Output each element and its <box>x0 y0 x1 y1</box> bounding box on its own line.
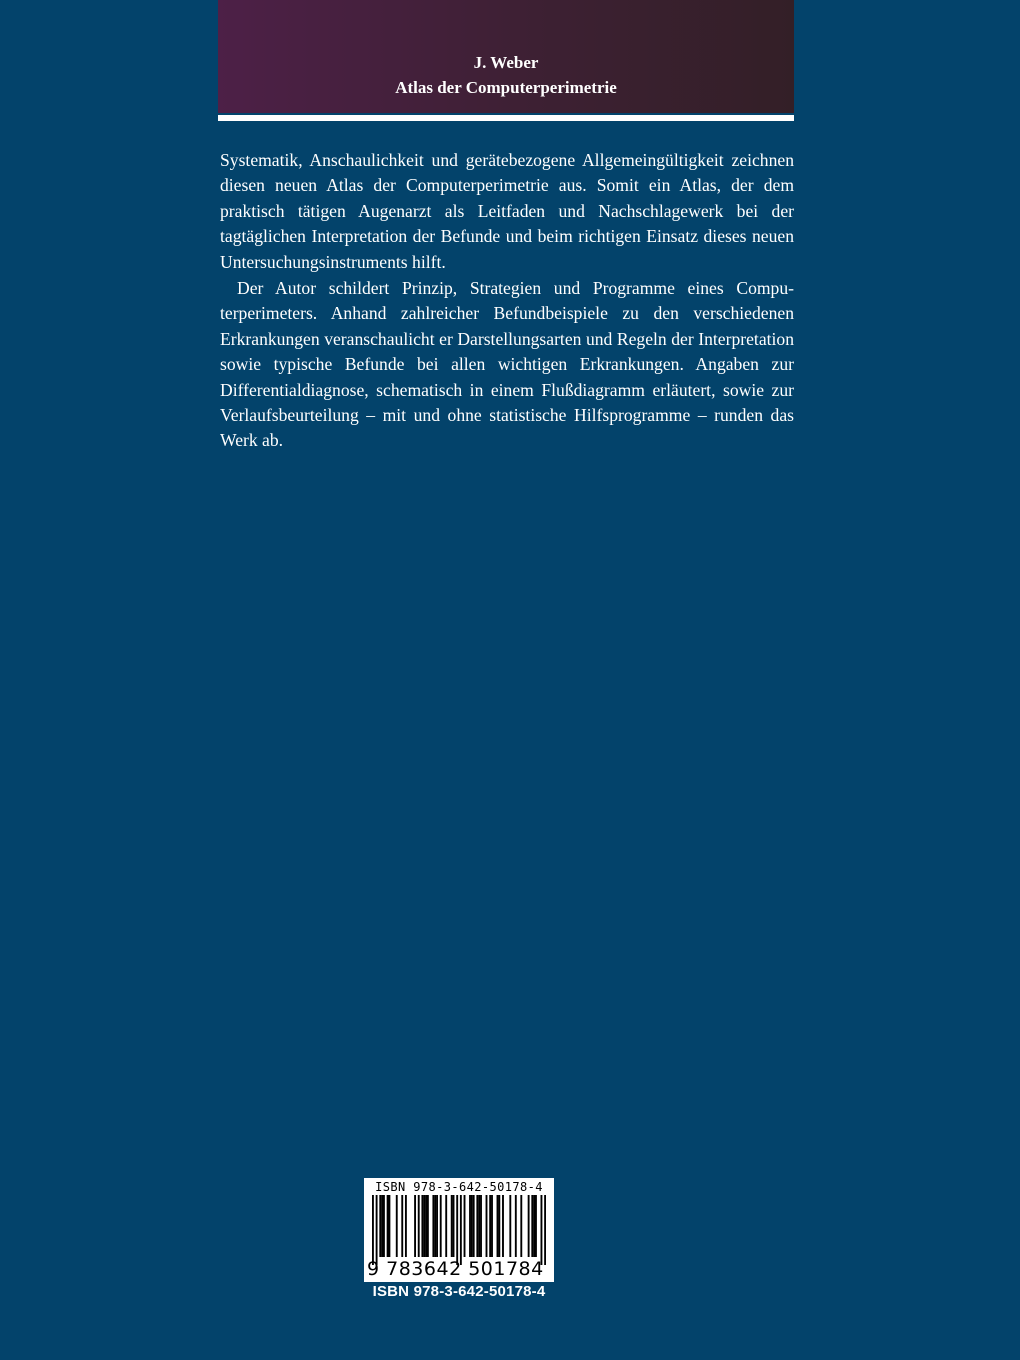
barcode-bar <box>471 1195 473 1257</box>
isbn-top-text: ISBN 978-3-642-50178-4 <box>375 1180 543 1194</box>
header-divider <box>218 115 794 121</box>
barcode-label <box>364 1178 554 1282</box>
author-name: J. Weber <box>473 53 539 72</box>
barcode-bar <box>544 1195 546 1265</box>
barcode-bar <box>515 1195 517 1257</box>
barcode-bar <box>476 1195 478 1257</box>
barcode-bar <box>497 1195 499 1257</box>
barcode-bar <box>432 1195 434 1257</box>
barcode-bar <box>405 1195 407 1257</box>
barcode-bar <box>502 1195 504 1257</box>
barcode-bar <box>520 1195 522 1257</box>
barcode-bar <box>414 1195 416 1257</box>
barcode-bar <box>480 1195 482 1257</box>
barcode-bar <box>498 1195 500 1257</box>
barcode-bars <box>372 1195 546 1265</box>
barcode-bar <box>453 1195 455 1257</box>
barcode-bar <box>372 1195 374 1265</box>
barcode-bar <box>388 1195 390 1257</box>
ean-digits: 9 783642 501784 <box>367 1258 544 1280</box>
barcode-bar <box>533 1195 535 1257</box>
barcode-bar <box>535 1195 537 1257</box>
barcode-bar <box>423 1195 425 1257</box>
barcode-bar <box>381 1195 383 1257</box>
barcode-bar <box>396 1195 398 1257</box>
barcode-bar <box>478 1195 480 1257</box>
barcode-bar <box>491 1195 493 1257</box>
book-title: Atlas der Computerperimetrie <box>395 78 617 97</box>
barcode-bar <box>418 1195 420 1257</box>
description-paragraph-1: Systematik, Anschaulichkeit und gerätebezogene Allgemeingültigkeit zeichnen diesen neuen Atlas der Computerperimetrie aus. Somit ein Atlas, der dem praktisch tätigen Augenarzt als Leitfaden und Nachschlagewerk bei der tagtäglichen Interpretation der Befunde und beim richtigen Einsatz dieses neuen Untersuchungsinstruments hilft. <box>220 150 794 272</box>
book-description <box>220 148 794 454</box>
barcode-bar <box>460 1195 462 1265</box>
cover-header-band <box>218 0 794 113</box>
barcode-bar <box>383 1195 385 1257</box>
barcode-bar <box>469 1195 471 1257</box>
barcode-bar <box>434 1195 436 1257</box>
barcode-bar <box>421 1195 423 1257</box>
barcode-bar <box>436 1195 438 1257</box>
barcode-bar <box>387 1195 389 1257</box>
description-paragraph-2: Der Autor schildert Prinzip, Strategien und Programme eines Computerperimeters. Anhand zahlreicher Befundbeispiele zu den verschiedenen Erkrankungen veranschaulicht er Darstellungsarten und Regeln der Interpretation sowie typische Befunde bei allen wichtigen Erkrankungen. Angaben zur Differentialdiagnose, schematisch in einem Flußdiagramm erläutert, sowie zur Verlaufsbeurteilung – mit und ohne statistische Hilfsprogramme – runden das Werk ab. <box>220 278 794 451</box>
barcode-bar <box>489 1195 491 1257</box>
barcode-bar <box>464 1195 466 1257</box>
barcode-bar <box>541 1195 543 1265</box>
barcode-bar <box>401 1195 403 1257</box>
isbn-bottom-text: ISBN 978-3-642-50178-4 <box>372 1283 546 1300</box>
barcode-bar <box>376 1195 378 1265</box>
barcode-bar <box>427 1195 429 1257</box>
barcode-bar <box>531 1195 533 1257</box>
barcode-bar <box>379 1195 381 1257</box>
barcode-bar <box>425 1195 427 1257</box>
barcode-bar <box>473 1195 475 1257</box>
barcode-bar <box>451 1195 453 1257</box>
barcode-bar <box>456 1195 458 1265</box>
barcode-bar <box>509 1195 511 1257</box>
barcode-bar <box>486 1195 488 1257</box>
barcode-bar <box>445 1195 447 1257</box>
barcode-bar <box>440 1195 442 1257</box>
barcode-bar <box>528 1195 530 1257</box>
